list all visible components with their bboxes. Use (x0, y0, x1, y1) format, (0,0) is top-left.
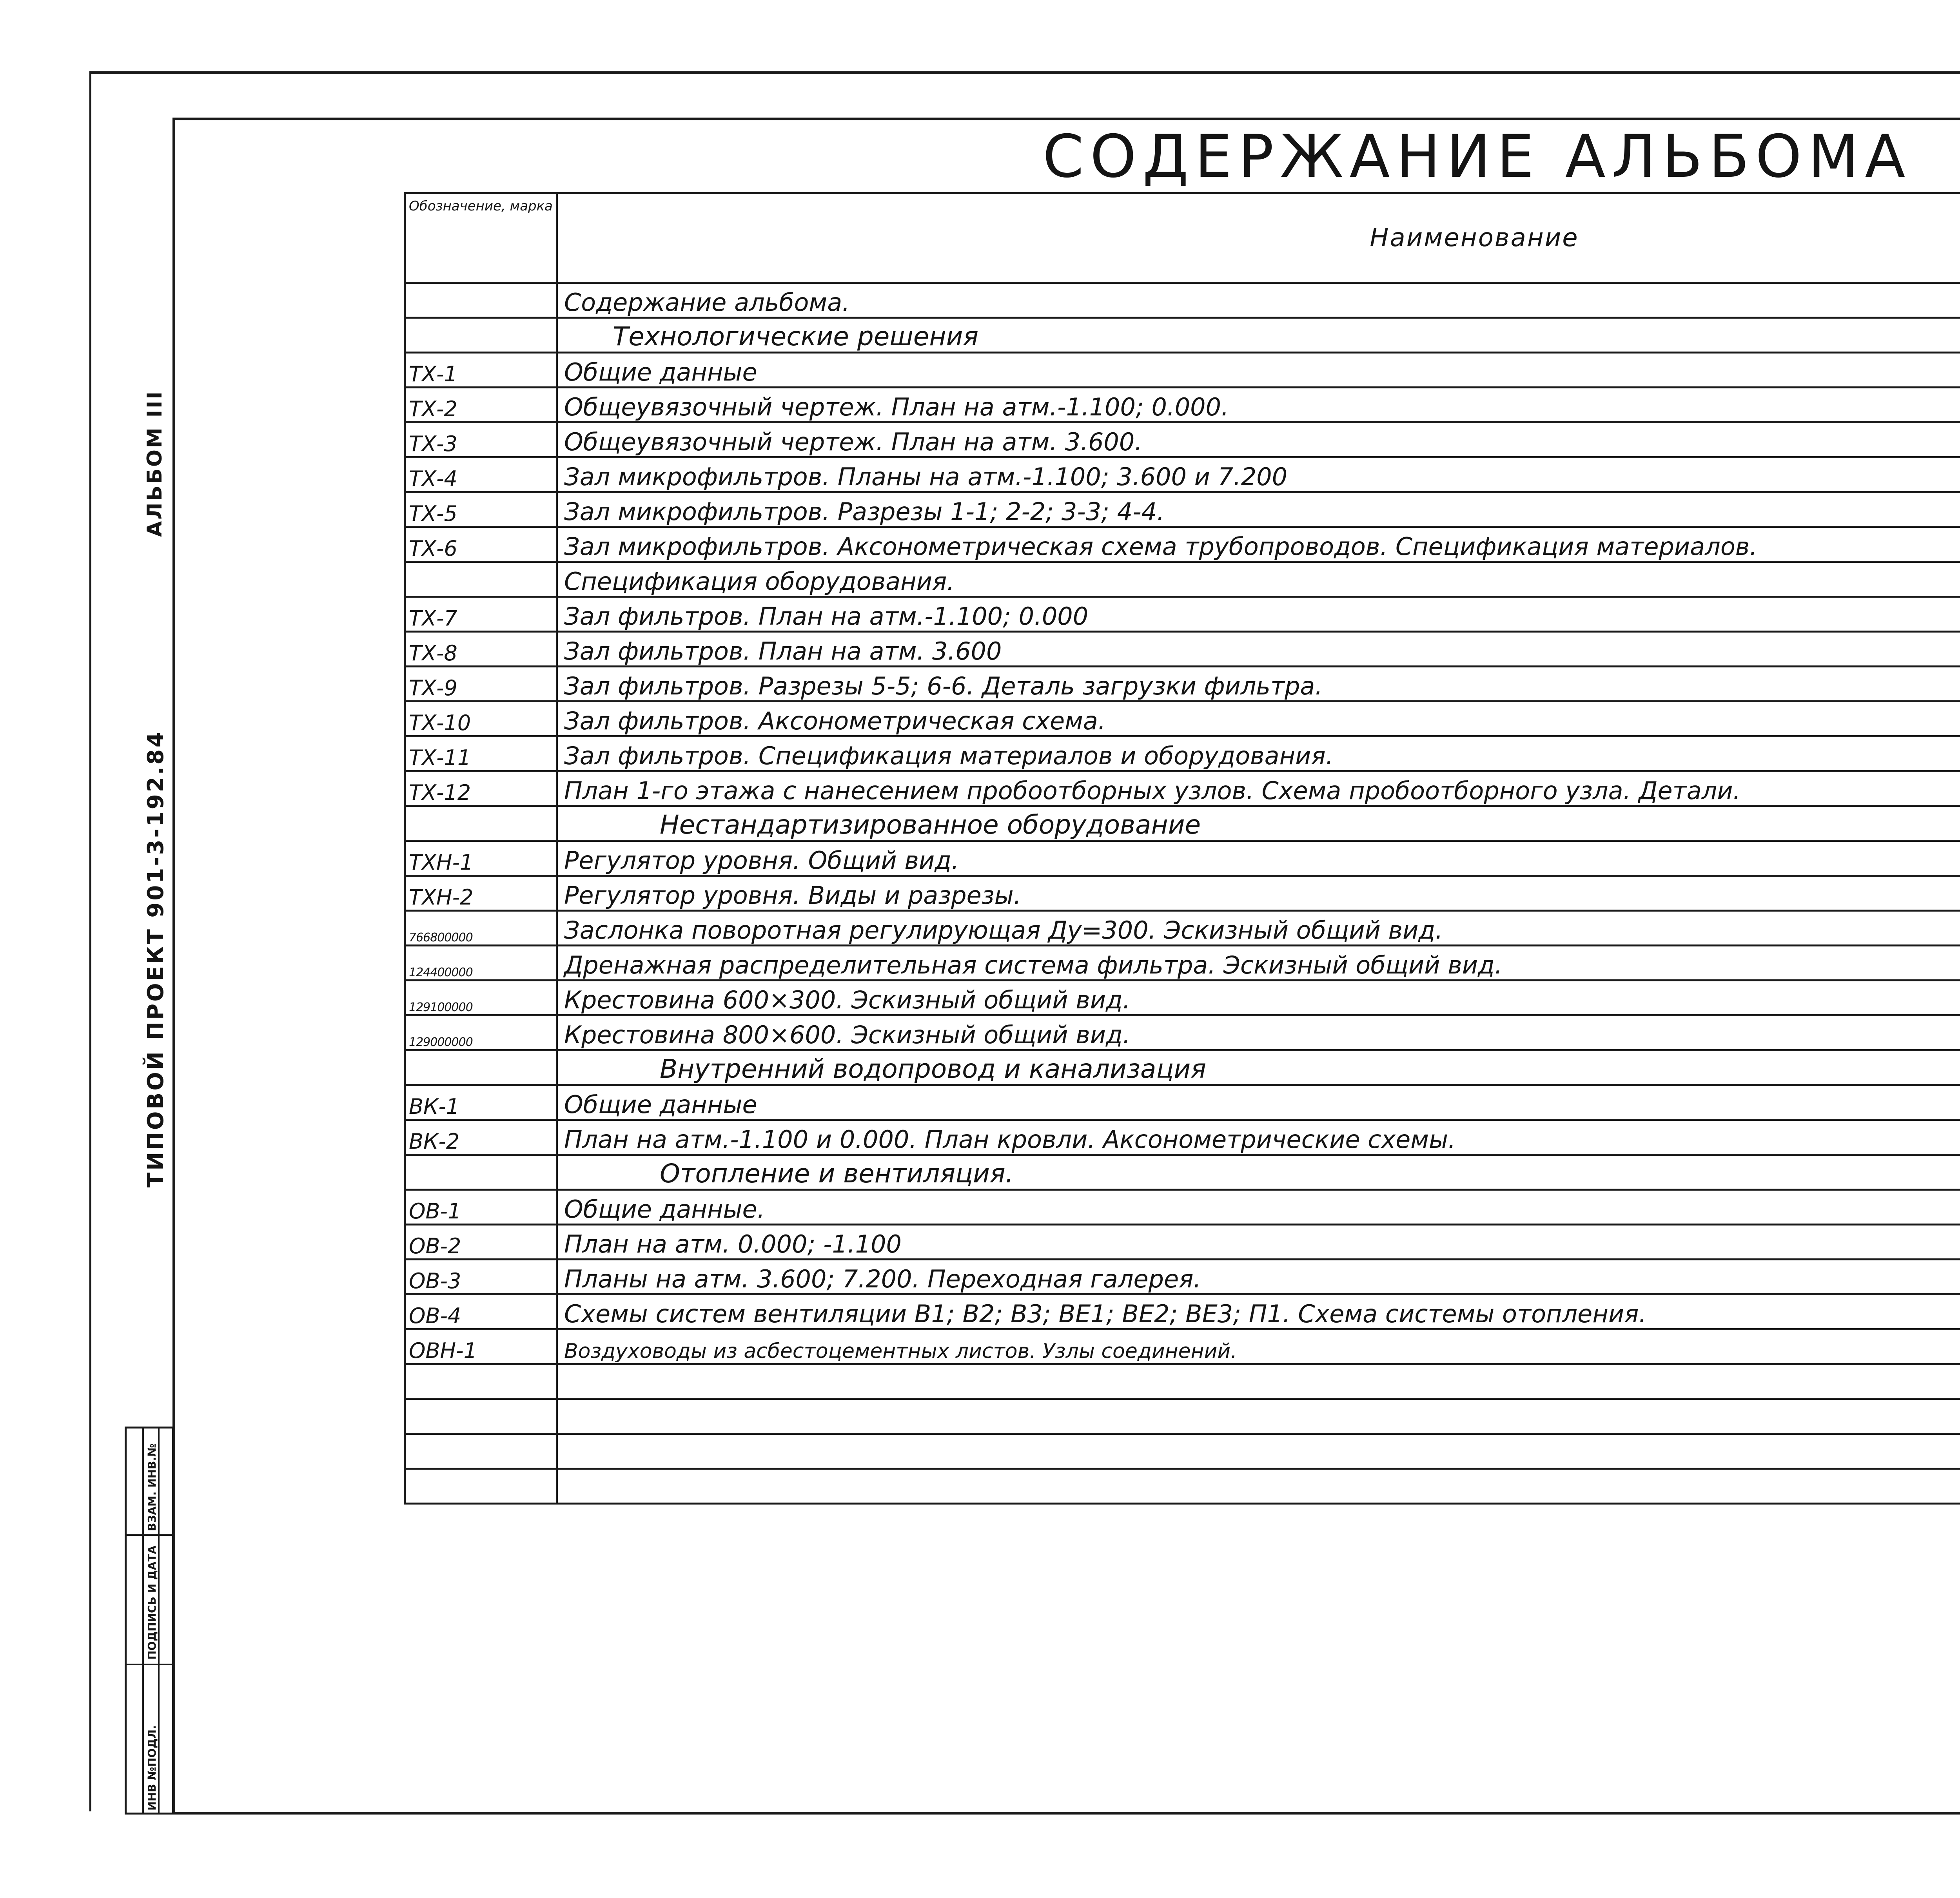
page-title: СОДЕРЖАНИЕ АЛЬБОМА (1043, 123, 1912, 191)
contents-table (404, 192, 1960, 1505)
row-name: Общие данные (557, 353, 1960, 388)
row-code: ОВ-3 (405, 1260, 557, 1294)
row-code: ТХ-5 (405, 492, 557, 527)
row-name: Дренажная распределительная система фильтра. Эскизный общий вид. (557, 946, 1960, 981)
row-code: ТХ-1 (405, 353, 557, 388)
table-row (405, 1190, 1960, 1225)
side-label-album: АЛЬБОМ III (143, 390, 167, 537)
table-row (405, 1120, 1960, 1155)
row-name: Спецификация оборудования. (557, 562, 1960, 597)
row-name: Общие данные (557, 1085, 1960, 1120)
row-name: Крестовина 800×600. Эскизный общий вид. (557, 1015, 1960, 1050)
table-row (405, 492, 1960, 527)
table-row (405, 1015, 1960, 1050)
table-body (405, 283, 1960, 1504)
row-name (557, 1399, 1960, 1434)
row-name: Планы на атм. 3.600; 7.200. Переходная галерея. (557, 1260, 1960, 1294)
row-name: Содержание альбома. (557, 283, 1960, 318)
table-row (405, 632, 1960, 667)
table-row (405, 1469, 1960, 1504)
row-name (557, 1469, 1960, 1504)
row-code: ВК-1 (405, 1085, 557, 1120)
table-row (405, 841, 1960, 876)
row-code: 129100000 (405, 981, 557, 1015)
row-name: Зал фильтров. План на атм. 3.600 (557, 632, 1960, 667)
row-code (405, 283, 557, 318)
row-code (405, 1399, 557, 1434)
approval-stamp (125, 1427, 174, 1815)
table-row (405, 911, 1960, 946)
row-name: Воздуховоды из асбестоцементных листов. Узлы соединений. (557, 1329, 1960, 1364)
stamp-divider (127, 1534, 172, 1536)
row-name: План на атм.-1.100 и 0.000. План кровли. Аксонометрические схемы. (557, 1120, 1960, 1155)
row-name: Общеувязочный чертеж. План на атм.-1.100; 0.000. (557, 388, 1960, 422)
table-row (405, 1399, 1960, 1434)
row-code: ТХ-9 (405, 667, 557, 702)
row-code (405, 1050, 557, 1085)
table-row (405, 353, 1960, 388)
table-row (405, 876, 1960, 911)
header-code: Обозначение, марка (405, 193, 557, 283)
table-row (405, 422, 1960, 457)
table-row (405, 1085, 1960, 1120)
side-label-project: ТИПОВОЙ ПРОЕКТ 901-3-192.84 (143, 730, 169, 1187)
table-row (405, 1050, 1960, 1085)
row-code: ОВ-2 (405, 1225, 557, 1260)
row-name: Общие данные. (557, 1190, 1960, 1225)
row-name: Нестандартизированное оборудование (557, 806, 1960, 841)
row-code: 129000000 (405, 1015, 557, 1050)
row-code (405, 1364, 557, 1399)
row-name: Технологические решения (557, 318, 1960, 353)
row-name: Схемы систем вентиляции В1; В2; В3; ВЕ1; ВЕ2; ВЕ3; П1. Схема системы отопления. (557, 1294, 1960, 1329)
table-row (405, 946, 1960, 981)
row-code: ТХН-2 (405, 876, 557, 911)
row-name: Заслонка поворотная регулирующая Ду=300. Эскизный общий вид. (557, 911, 1960, 946)
table-row (405, 667, 1960, 702)
row-name: Внутренний водопровод и канализация (557, 1050, 1960, 1085)
row-code: ТХ-3 (405, 422, 557, 457)
row-name: Зал микрофильтров. Планы на атм.-1.100; 3.600 и 7.200 (557, 457, 1960, 492)
row-code (405, 1155, 557, 1190)
row-name: Зал микрофильтров. Разрезы 1-1; 2-2; 3-3; 4-4. (557, 492, 1960, 527)
row-name: Зал фильтров. Спецификация материалов и оборудования. (557, 736, 1960, 771)
table-row (405, 527, 1960, 562)
table-row (405, 702, 1960, 736)
table-row (405, 806, 1960, 841)
table-row (405, 981, 1960, 1015)
row-code: ТХ-12 (405, 771, 557, 806)
table-row (405, 1155, 1960, 1190)
row-code (405, 1434, 557, 1469)
row-code (405, 806, 557, 841)
row-code: ОВ-4 (405, 1294, 557, 1329)
row-code: ВК-2 (405, 1120, 557, 1155)
table-row (405, 1260, 1960, 1294)
row-code: ТХ-10 (405, 702, 557, 736)
row-name: Отопление и вентиляция. (557, 1155, 1960, 1190)
row-name: Регулятор уровня. Виды и разрезы. (557, 876, 1960, 911)
row-code: 124400000 (405, 946, 557, 981)
row-code: ОВН-1 (405, 1329, 557, 1364)
stamp-divider (142, 1428, 144, 1813)
row-code: ТХ-2 (405, 388, 557, 422)
table-row (405, 736, 1960, 771)
table-row (405, 1294, 1960, 1329)
row-name: План 1-го этажа с нанесением пробоотборных узлов. Схема пробоотборного узла. Детали. (557, 771, 1960, 806)
row-name: Общеувязочный чертеж. План на атм. 3.600. (557, 422, 1960, 457)
row-code: 766800000 (405, 911, 557, 946)
row-name: Крестовина 600×300. Эскизный общий вид. (557, 981, 1960, 1015)
table-row (405, 1364, 1960, 1399)
row-code: ТХ-4 (405, 457, 557, 492)
row-code: ТХ-7 (405, 597, 557, 632)
row-name: План на атм. 0.000; -1.100 (557, 1225, 1960, 1260)
table-row (405, 597, 1960, 632)
table-row (405, 283, 1960, 318)
row-name: Зал микрофильтров. Аксонометрическая схема трубопроводов. Спецификация материалов. (557, 527, 1960, 562)
stamp-divider (127, 1664, 172, 1665)
row-name: Зал фильтров. Разрезы 5-5; 6-6. Деталь загрузки фильтра. (557, 667, 1960, 702)
table-header-row (405, 193, 1960, 283)
table-row (405, 388, 1960, 422)
row-code: ТХ-11 (405, 736, 557, 771)
row-code: ОВ-1 (405, 1190, 557, 1225)
table-row (405, 1225, 1960, 1260)
row-code (405, 562, 557, 597)
table-row (405, 771, 1960, 806)
row-name (557, 1434, 1960, 1469)
row-code (405, 1469, 557, 1504)
row-code: ТХ-8 (405, 632, 557, 667)
table-row (405, 562, 1960, 597)
stamp-label-signature-date: ПОДПИСЬ И ДАТА (145, 1545, 158, 1660)
row-code: ТХН-1 (405, 841, 557, 876)
table-row (405, 318, 1960, 353)
header-name: Наименование (557, 193, 1960, 283)
row-code (405, 318, 557, 353)
row-name: Зал фильтров. План на атм.-1.100; 0.000 (557, 597, 1960, 632)
row-name: Регулятор уровня. Общий вид. (557, 841, 1960, 876)
table-row (405, 1329, 1960, 1364)
table-row (405, 1434, 1960, 1469)
stamp-label-original-inv: ИНВ №ПОДЛ. (145, 1725, 158, 1811)
row-name: Зал фильтров. Аксонометрическая схема. (557, 702, 1960, 736)
row-code: ТХ-6 (405, 527, 557, 562)
stamp-label-replacement-inv: ВЗАМ. ИНВ.№ (145, 1443, 158, 1531)
table-row (405, 457, 1960, 492)
row-name (557, 1364, 1960, 1399)
